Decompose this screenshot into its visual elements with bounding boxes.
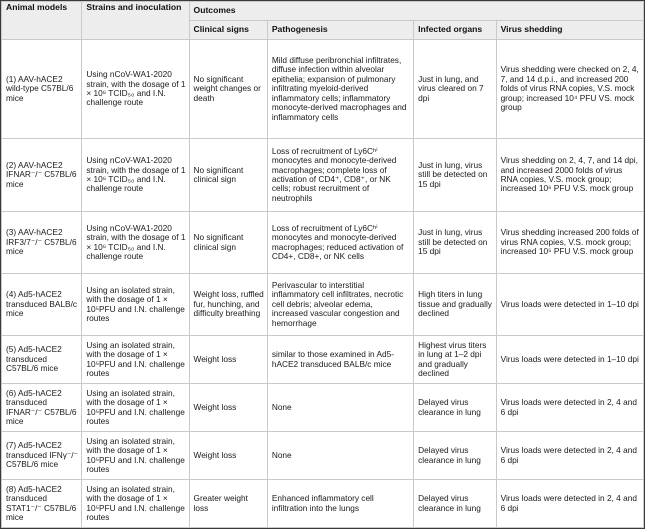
- cell-organs: Delayed virus clearance in lung: [414, 432, 496, 480]
- outcomes-table: [1, 1, 644, 528]
- cell-strain: Using an isolated strain, with the dosage of 1 × 10⁵PFU and I.N. challenge routes: [82, 384, 189, 432]
- cell-strain: Using an isolated strain, with the dosage of 1 × 10⁵PFU and I.N. challenge routes: [82, 336, 189, 384]
- cell-shedding: Virus shedding were checked on 2, 4, 7, and 14 d.p.i., and increased 200 folds of virus RNA copies, V.S. mock group; increased 10⁴ PFU VS. mock group: [496, 40, 643, 139]
- cell-pathogenesis: Mild diffuse peribronchial infiltrates, diffuse infection within alveolar epithelia; expansion of pulmonary infiltrating myeloid-derived inflammatory cells; inflammatory monocyte-derived macrophages and inflammatory cells: [267, 40, 413, 139]
- cell-organs: High titers in lung tissue and gradually declined: [414, 274, 496, 336]
- cell-shedding: Virus loads were detected in 2, 4 and 6 dpi: [496, 432, 643, 480]
- header-strains: Strains and inoculation: [82, 2, 189, 40]
- table-row: [2, 212, 644, 274]
- cell-strain: Using an isolated strain, with the dosage of 1 × 10⁵PFU and I.N. challenge routes: [82, 432, 189, 480]
- cell-pathogenesis: Perivascular to interstitial inflammatory cell infiltrates, necrotic cell debris; alveolar edema, increased vascular congestion and hemorrhage: [267, 274, 413, 336]
- header-pathogenesis: Pathogenesis: [267, 21, 413, 40]
- cell-organs: Highest virus titers in lung at 1–2 dpi and gradually declined: [414, 336, 496, 384]
- table-row: [2, 480, 644, 528]
- cell-pathogenesis: Enhanced inflammatory cell infiltration into the lungs: [267, 480, 413, 528]
- table-row: [2, 40, 644, 139]
- cell-pathogenesis: Loss of recruitment of Ly6Cʰⁱ monocytes and monocyte-derived macrophages; complete loss of activation of CD4⁺, CD8⁺, or NK cells; robust recruitment of neutrophils: [267, 139, 413, 212]
- cell-model: (5) Ad5-hACE2 transduced C57BL/6 mice: [2, 336, 82, 384]
- cell-strain: Using nCoV-WA1-2020 strain, with the dosage of 1 × 10⁶ TCID₅₀ and I.N. challenge route: [82, 40, 189, 139]
- cell-strain: Using nCoV-WA1-2020 strain, with the dosage of 1 × 10⁶ TCID₅₀ and I.N. challenge route: [82, 139, 189, 212]
- cell-pathogenesis: Loss of recruitment of Ly6Cʰⁱ monocytes and monocyte-derived macrophages; reduced activation of CD4+, CD8+, or NK cells: [267, 212, 413, 274]
- cell-pathogenesis: similar to those examined in Ad5-hACE2 transduced BALB/c mice: [267, 336, 413, 384]
- cell-clinical: Weight loss: [189, 384, 267, 432]
- cell-model: (4) Ad5-hACE2 transduced BALB/c mice: [2, 274, 82, 336]
- cell-model: (2) AAV-hACE2 IFNAR⁻/⁻ C57BL/6 mice: [2, 139, 82, 212]
- cell-shedding: Virus shedding increased 200 folds of virus RNA copies, V.S. mock group; increased 10⁵ PFU V.S. mock group: [496, 212, 643, 274]
- header-virus-shedding: Virus shedding: [496, 21, 643, 40]
- cell-strain: Using an isolated strain, with the dosage of 1 × 10⁵PFU and I.N. challenge routes: [82, 274, 189, 336]
- cell-shedding: Virus loads were detected in 1–10 dpi: [496, 274, 643, 336]
- cell-shedding: Virus loads were detected in 1–10 dpi: [496, 336, 643, 384]
- cell-clinical: No significant clinical sign: [189, 212, 267, 274]
- cell-clinical: Greater weight loss: [189, 480, 267, 528]
- cell-organs: Delayed virus clearance in lung: [414, 384, 496, 432]
- header-animal-models: Animal models: [2, 2, 82, 40]
- cell-shedding: Virus loads were detected in 2, 4 and 6 dpi: [496, 384, 643, 432]
- cell-model: (1) AAV-hACE2 wild-type C57BL/6 mice: [2, 40, 82, 139]
- header-outcomes: Outcomes: [189, 2, 643, 21]
- cell-shedding: Virus loads were detected in 2, 4 and 6 dpi: [496, 480, 643, 528]
- cell-pathogenesis: None: [267, 432, 413, 480]
- cell-strain: Using nCoV-WA1-2020 strain, with the dosage of 1 × 10⁶ TCID₅₀ and I.N. challenge route: [82, 212, 189, 274]
- cell-organs: Just in lung, and virus cleared on 7 dpi: [414, 40, 496, 139]
- table-row: [2, 384, 644, 432]
- table-row: [2, 139, 644, 212]
- cell-shedding: Virus shedding on 2, 4, 7, and 14 dpi, and increased 2000 folds of virus RNA copies, V.S. mock group; increased 10⁶ PFU V.S. mock group: [496, 139, 643, 212]
- table-row: [2, 432, 644, 480]
- cell-model: (3) AAV-hACE2 IRF3/7⁻/⁻ C57BL/6 mice: [2, 212, 82, 274]
- cell-organs: Just in lung, virus still be detected on 15 dpi: [414, 212, 496, 274]
- cell-strain: Using an isolated strain, with the dosage of 1 × 10⁵PFU and I.N. challenge routes: [82, 480, 189, 528]
- table-row: [2, 274, 644, 336]
- cell-model: (7) Ad5-hACE2 transduced IFNγ⁻/⁻ C57BL/6 mice: [2, 432, 82, 480]
- header-clinical-signs: Clinical signs: [189, 21, 267, 40]
- header-infected-organs: Infected organs: [414, 21, 496, 40]
- cell-clinical: Weight loss: [189, 336, 267, 384]
- cell-clinical: No significant weight changes or death: [189, 40, 267, 139]
- cell-clinical: Weight loss, ruffled fur, hunching, and difficulty breathing: [189, 274, 267, 336]
- header-row-top: [2, 2, 644, 21]
- cell-model: (8) Ad5-hACE2 transduced STAT1⁻/⁻ C57BL/6 mice: [2, 480, 82, 528]
- cell-model: (6) Ad5-hACE2 transduced IFNAR⁻/⁻ C57BL/6 mice: [2, 384, 82, 432]
- cell-organs: Delayed virus clearance in lung: [414, 480, 496, 528]
- cell-organs: Just in lung, virus still be detected on 15 dpi: [414, 139, 496, 212]
- cell-pathogenesis: None: [267, 384, 413, 432]
- table-row: [2, 336, 644, 384]
- cell-clinical: No significant clinical sign: [189, 139, 267, 212]
- cell-clinical: Weight loss: [189, 432, 267, 480]
